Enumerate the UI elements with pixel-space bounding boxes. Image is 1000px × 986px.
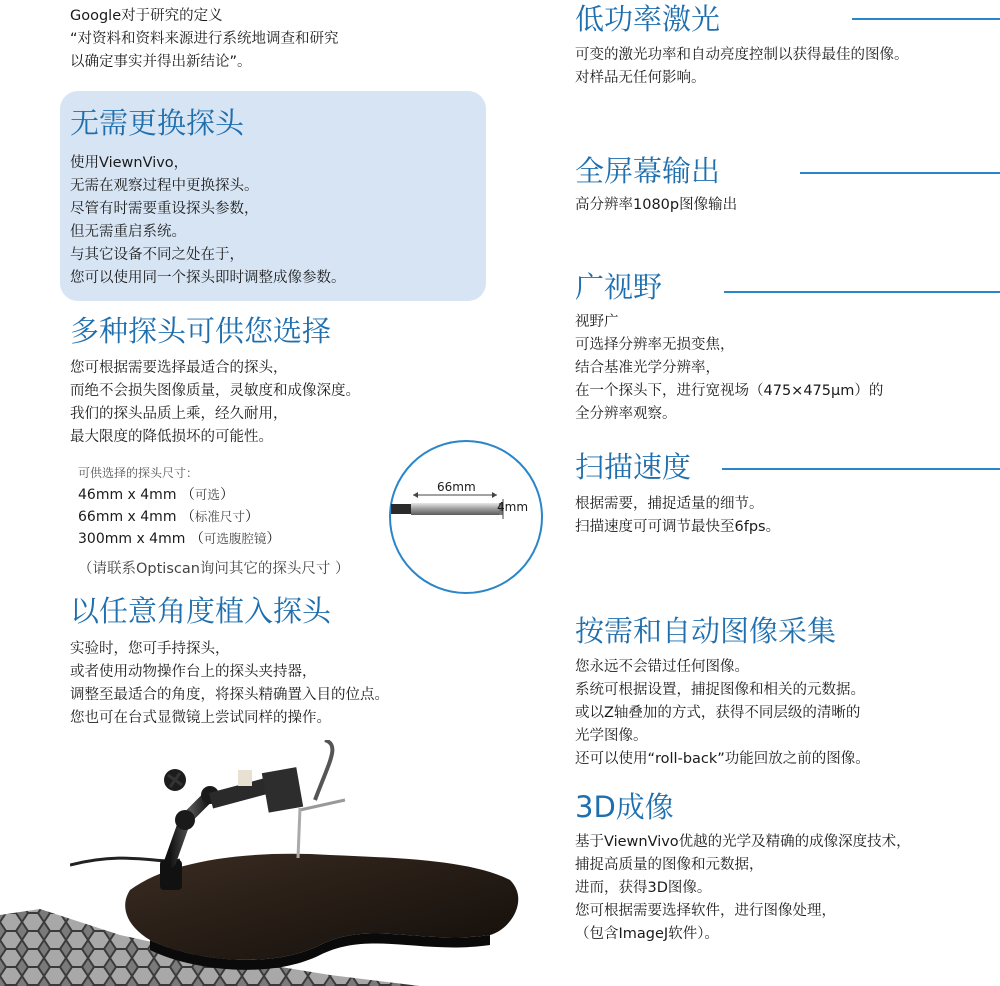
text-line: 视野广 [575, 314, 619, 330]
section-rule [800, 172, 1000, 174]
text-line: 无需在观察过程中更换探头。 [70, 178, 259, 194]
text-line: 基于ViewnVivo优越的光学及精确的成像深度技术， [575, 834, 911, 850]
probe-size-open: （ [189, 531, 204, 547]
text-line: 结合基准光学分辨率， [575, 360, 720, 376]
wide-field-text [575, 311, 883, 426]
text-line: 或以Z轴叠加的方式，获得不同层级的清晰的 [575, 705, 861, 721]
text-line: 而绝不会损失图像质量，灵敏度和成像深度。 [70, 383, 360, 399]
probe-contact-note: （请联系Optiscan询问其它的探头尺寸 ） [78, 561, 350, 577]
section-rule [724, 291, 1000, 293]
definition-line-1: Google对于研究的定义 [70, 8, 223, 24]
no-probe-change-text [70, 152, 346, 290]
scan-speed-text [575, 493, 780, 539]
text-line: （包含ImageJ软件）。 [575, 926, 719, 942]
probe-size-note: 标准尺寸 [194, 509, 245, 524]
definition-block [70, 5, 339, 74]
text-line: 根据需要，捕捉适量的细节。 [575, 496, 764, 512]
probe-sizes-label: 可供选择的探头尺寸： [78, 466, 199, 480]
text-line: 可变的激光功率和自动亮度控制以获得最佳的图像。 [575, 47, 909, 63]
probe-size-close: ） [244, 509, 259, 525]
section-rule [852, 18, 1000, 20]
probe-diameter-label: 4mm [497, 500, 529, 514]
text-line: 您可根据需要选择最适合的探头， [70, 360, 288, 376]
probe-size-open: （ [180, 487, 195, 503]
text-line: 尽管有时需要重设探头参数， [70, 201, 259, 217]
probe-illustration [391, 442, 541, 592]
text-line: 在一个探头下，进行宽视场（475×475μm）的 [575, 383, 884, 399]
text-line: 进而，获得3D图像。 [575, 880, 712, 896]
any-angle-title: 以任意角度植入探头 [70, 594, 332, 628]
text-line: 与其它设备不同之处在于， [70, 247, 244, 263]
text-line: 还可以使用“roll-back”功能回放之前的图像。 [575, 751, 870, 767]
probe-diagram [389, 440, 543, 594]
probe-size-item [78, 528, 280, 550]
no-probe-change-title: 无需更换探头 [70, 106, 245, 140]
scan-speed-title: 扫描速度 [575, 450, 692, 484]
text-line: 全分辨率观察。 [575, 406, 677, 422]
section-rule [722, 468, 1000, 470]
text-line: 对样品无任何影响。 [575, 70, 706, 86]
probe-size-note: 可选 [194, 487, 220, 502]
probe-size-close: ） [219, 487, 234, 503]
text-line: 您可根据需要选择软件，进行图像处理， [575, 903, 836, 919]
imaging-3d-title: 3D成像 [575, 790, 674, 824]
probe-holder-stage-illustration [70, 740, 530, 980]
wide-field-title: 广视野 [575, 270, 663, 304]
acquisition-text [575, 656, 870, 771]
probe-size-item [78, 506, 280, 528]
probe-size-note: 可选腹腔镜 [203, 531, 267, 546]
imaging-3d-text [575, 831, 911, 946]
low-power-laser-text [575, 44, 909, 90]
any-angle-text [70, 638, 389, 730]
probe-sizes-list [78, 484, 280, 550]
acquisition-title: 按需和自动图像采集 [575, 614, 837, 648]
text-line: 调整至最适合的角度，将探头精确置入目的位点。 [70, 687, 389, 703]
full-screen-text [575, 194, 737, 217]
text-line: 实验时，您可手持探头， [70, 641, 230, 657]
probe-length-label: 66mm [437, 480, 476, 494]
probe-size-value: 300mm x 4mm [78, 531, 186, 547]
text-line: 光学图像。 [575, 728, 648, 744]
text-line: 您永远不会错过任何图像。 [575, 659, 749, 675]
text-line: 捕捉高质量的图像和元数据， [575, 857, 764, 873]
definition-line-2: “对资料和资料来源进行系统地调查和研究 [70, 31, 339, 47]
probe-size-open: （ [180, 509, 195, 525]
text-line: 高分辨率1080p图像输出 [575, 197, 738, 213]
text-line: 您可以使用同一个探头即时调整成像参数。 [70, 270, 346, 286]
probe-choice-title: 多种探头可供您选择 [70, 314, 332, 348]
text-line: 但无需重启系统。 [70, 224, 186, 240]
probe-size-value: 66mm x 4mm [78, 509, 177, 525]
text-line: 最大限度的降低损坏的可能性。 [70, 429, 273, 445]
full-screen-title: 全屏幕输出 [575, 154, 721, 188]
probe-choice-text [70, 357, 360, 449]
text-line: 扫描速度可可调节最快至6fps。 [575, 519, 781, 535]
text-line: 系统可根据设置，捕捉图像和相关的元数据。 [575, 682, 865, 698]
probe-size-value: 46mm x 4mm [78, 487, 177, 503]
text-line: 我们的探头品质上乘，经久耐用， [70, 406, 288, 422]
definition-line-3: 以确定事实并得出新结论”。 [70, 54, 252, 70]
text-line: 或者使用动物操作台上的探头夹持器， [70, 664, 317, 680]
text-line: 使用ViewnVivo， [70, 155, 189, 171]
probe-size-close: ） [266, 531, 281, 547]
probe-size-item [78, 484, 280, 506]
text-line: 您也可在台式显微镜上尝试同样的操作。 [70, 710, 331, 726]
text-line: 可选择分辨率无损变焦， [575, 337, 735, 353]
low-power-laser-title: 低功率激光 [575, 2, 721, 36]
